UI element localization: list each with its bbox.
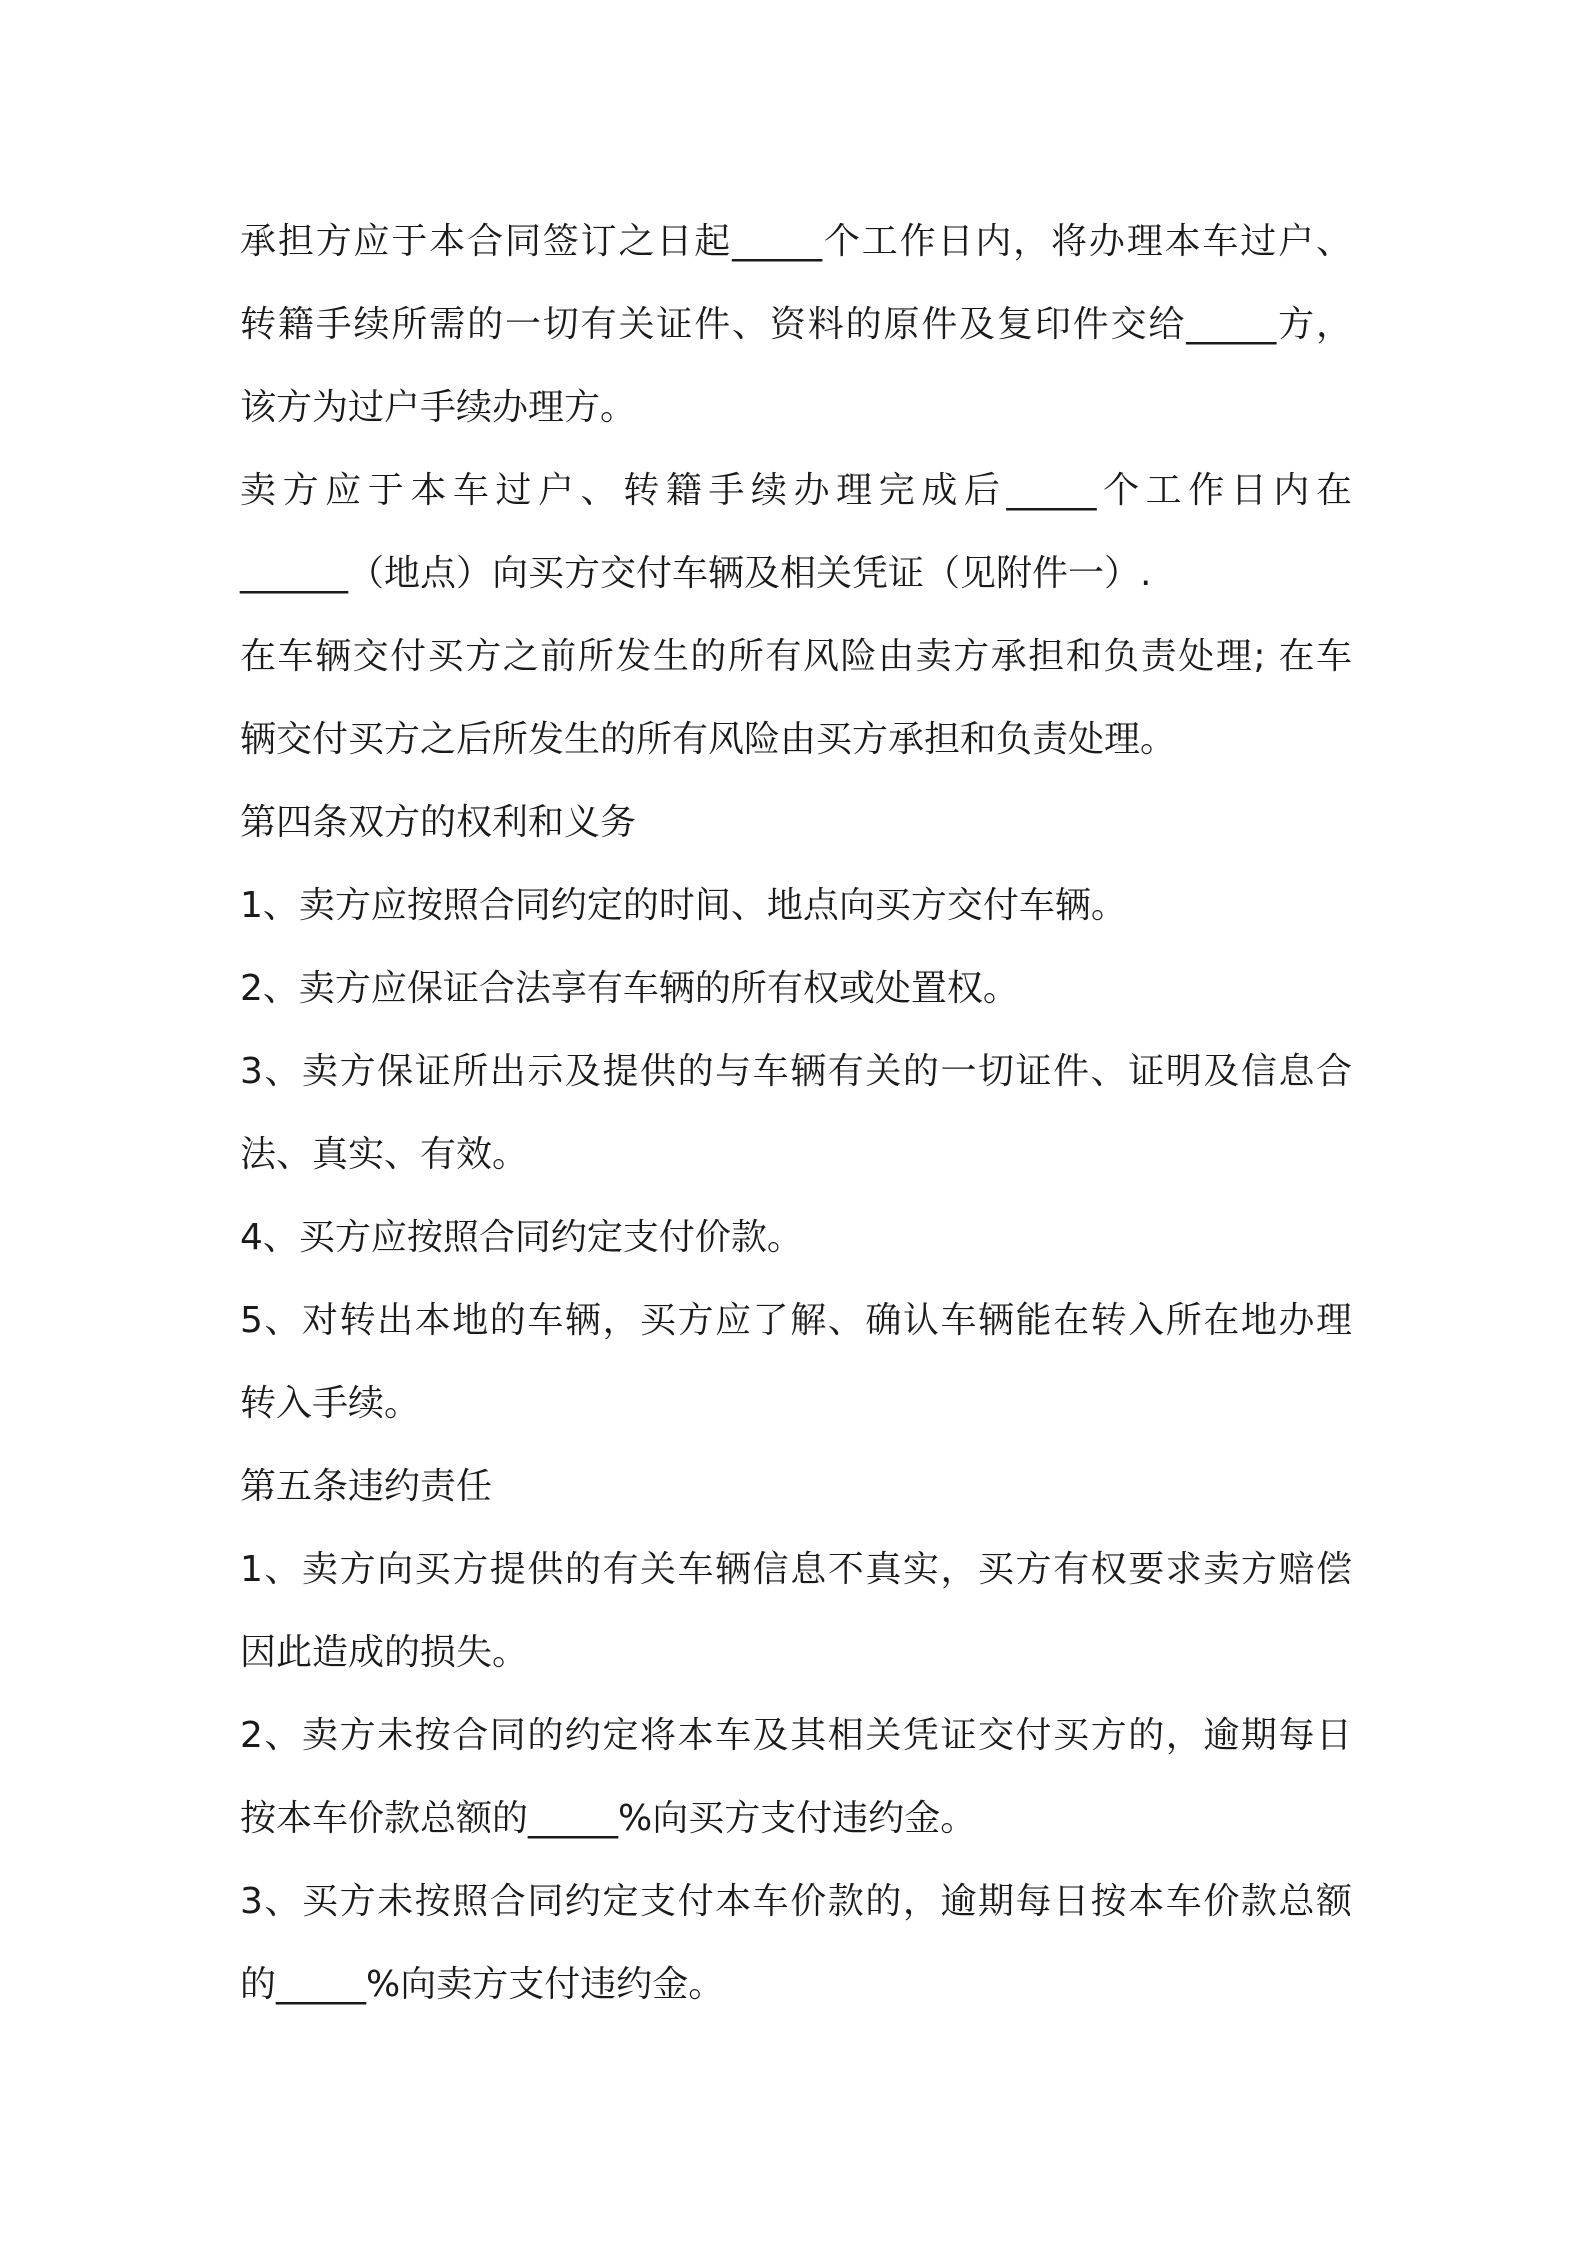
document-body bbox=[240, 200, 1352, 2026]
text-line: 卖方应于本车过户、转籍手续办理完成后_____个工作日内在 bbox=[240, 470, 1352, 511]
section-heading: 第四条双方的权利和义务 bbox=[240, 802, 637, 843]
text-line: 法、真实、有效。 bbox=[240, 1134, 529, 1175]
list-item: 2、卖方未按合同的约定将本车及其相关凭证交付买方的，逾期每日 bbox=[240, 1715, 1352, 1756]
text-line: 承担方应于本合同签订之日起_____个工作日内，将办理本车过户、 bbox=[240, 221, 1352, 262]
list-item: 4、买方应按照合同约定支付价款。 bbox=[240, 1217, 803, 1258]
list-item: 3、卖方保证所出示及提供的与车辆有关的一切证件、证明及信息合 bbox=[240, 1051, 1352, 1092]
list-item: 5、对转出本地的车辆，买方应了解、确认车辆能在转入所在地办理 bbox=[240, 1300, 1352, 1341]
text-line: 的_____%向卖方支付违约金。 bbox=[240, 1964, 725, 2005]
text-line: 辆交付买方之后所发生的所有风险由买方承担和负责处理。 bbox=[240, 719, 1177, 760]
text-line: 因此造成的损失。 bbox=[240, 1632, 529, 1673]
list-item: 3、买方未按照合同约定支付本车价款的，逾期每日按本车价款总额 bbox=[240, 1881, 1352, 1922]
list-item: 1、卖方应按照合同约定的时间、地点向买方交付车辆。 bbox=[240, 885, 1127, 926]
text-line: 转入手续。 bbox=[240, 1383, 421, 1424]
list-item: 2、卖方应保证合法享有车辆的所有权或处置权。 bbox=[240, 968, 1019, 1009]
text-line: 在车辆交付买方之前所发生的所有风险由卖方承担和负责处理; 在车 bbox=[240, 636, 1352, 677]
text-line: 按本车价款总额的_____%向买方支付违约金。 bbox=[240, 1798, 977, 1839]
text-line: 该方为过户手续办理方。 bbox=[240, 387, 637, 428]
section-heading: 第五条违约责任 bbox=[240, 1466, 493, 1507]
text-line: 转籍手续所需的一切有关证件、资料的原件及复印件交给_____方， bbox=[240, 304, 1352, 345]
list-item: 1、卖方向买方提供的有关车辆信息不真实，买方有权要求卖方赔偿 bbox=[240, 1549, 1352, 1590]
text-line: ______（地点）向买方交付车辆及相关凭证（见附件一）. bbox=[240, 553, 1152, 594]
